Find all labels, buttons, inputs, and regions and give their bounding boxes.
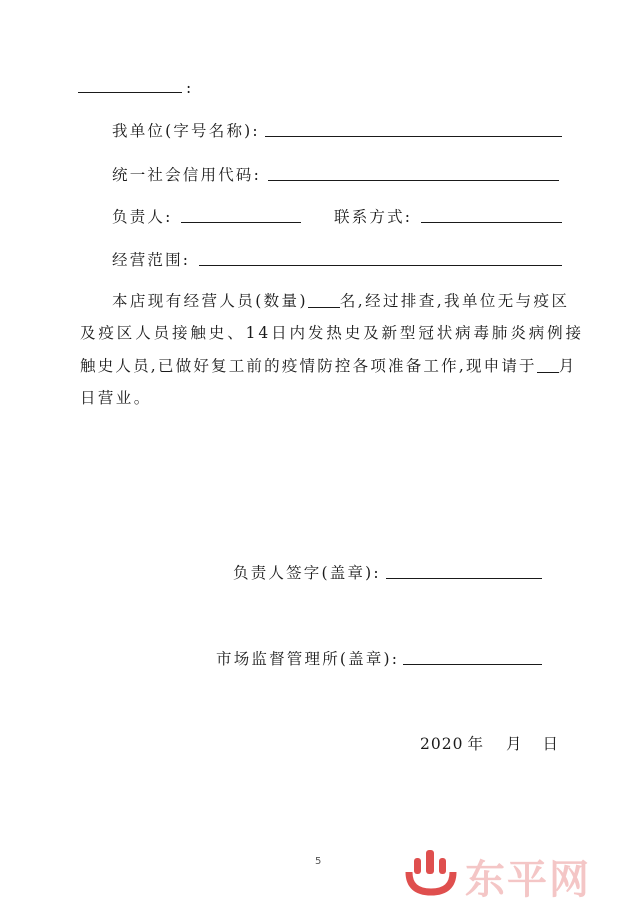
person-sign-label: 负责人签字(盖章): bbox=[233, 564, 381, 582]
market-office-label: 市场监督管理所(盖章): bbox=[216, 650, 400, 668]
date-day-unit: 日 bbox=[542, 735, 559, 753]
staff-count-blank bbox=[308, 293, 340, 308]
unit-name-label: 我单位(字号名称): bbox=[112, 122, 260, 140]
watermark-logo-icon bbox=[405, 848, 459, 896]
credit-code-label: 统一社会信用代码: bbox=[112, 166, 262, 184]
page-number: 5 bbox=[315, 856, 322, 867]
body-line-3-b: 月 bbox=[558, 357, 577, 375]
person-sign-blank bbox=[386, 578, 542, 579]
body-line-4: 日营业。 bbox=[80, 389, 152, 407]
unit-name-blank bbox=[265, 136, 562, 137]
date-year: 2020 bbox=[420, 735, 464, 753]
body-line-3-a: 触史人员,已做好复工前的疫情防控各项准备工作,现申请于 bbox=[80, 357, 537, 375]
person-in-charge-blank bbox=[181, 222, 301, 223]
month-blank bbox=[537, 358, 559, 373]
person-in-charge-label: 负责人: bbox=[112, 208, 173, 226]
date-year-unit: 年 bbox=[467, 735, 484, 753]
credit-code-blank bbox=[268, 180, 559, 181]
body-line-1-b: 名,经过排查,我单位无与疫区 bbox=[339, 292, 570, 310]
body-line-2: 及疫区人员接触史、14日内发热史及新型冠状病毒肺炎病例接 bbox=[80, 324, 584, 342]
addressee-blank bbox=[78, 92, 182, 93]
business-scope-label: 经营范围: bbox=[112, 251, 191, 269]
market-office-blank bbox=[403, 664, 542, 665]
date-line bbox=[420, 734, 559, 754]
body-line-1-a: 本店现有经营人员(数量) bbox=[112, 292, 308, 310]
business-scope-blank bbox=[199, 265, 562, 266]
addressee-colon: : bbox=[186, 79, 194, 97]
date-month-unit: 月 bbox=[505, 735, 523, 753]
contact-blank bbox=[421, 222, 562, 223]
watermark-logo bbox=[405, 848, 635, 903]
body-line-3 bbox=[80, 352, 576, 380]
contact-label: 联系方式: bbox=[334, 208, 413, 226]
watermark-text: 东平网 bbox=[465, 857, 591, 903]
body-line-1 bbox=[112, 287, 569, 315]
